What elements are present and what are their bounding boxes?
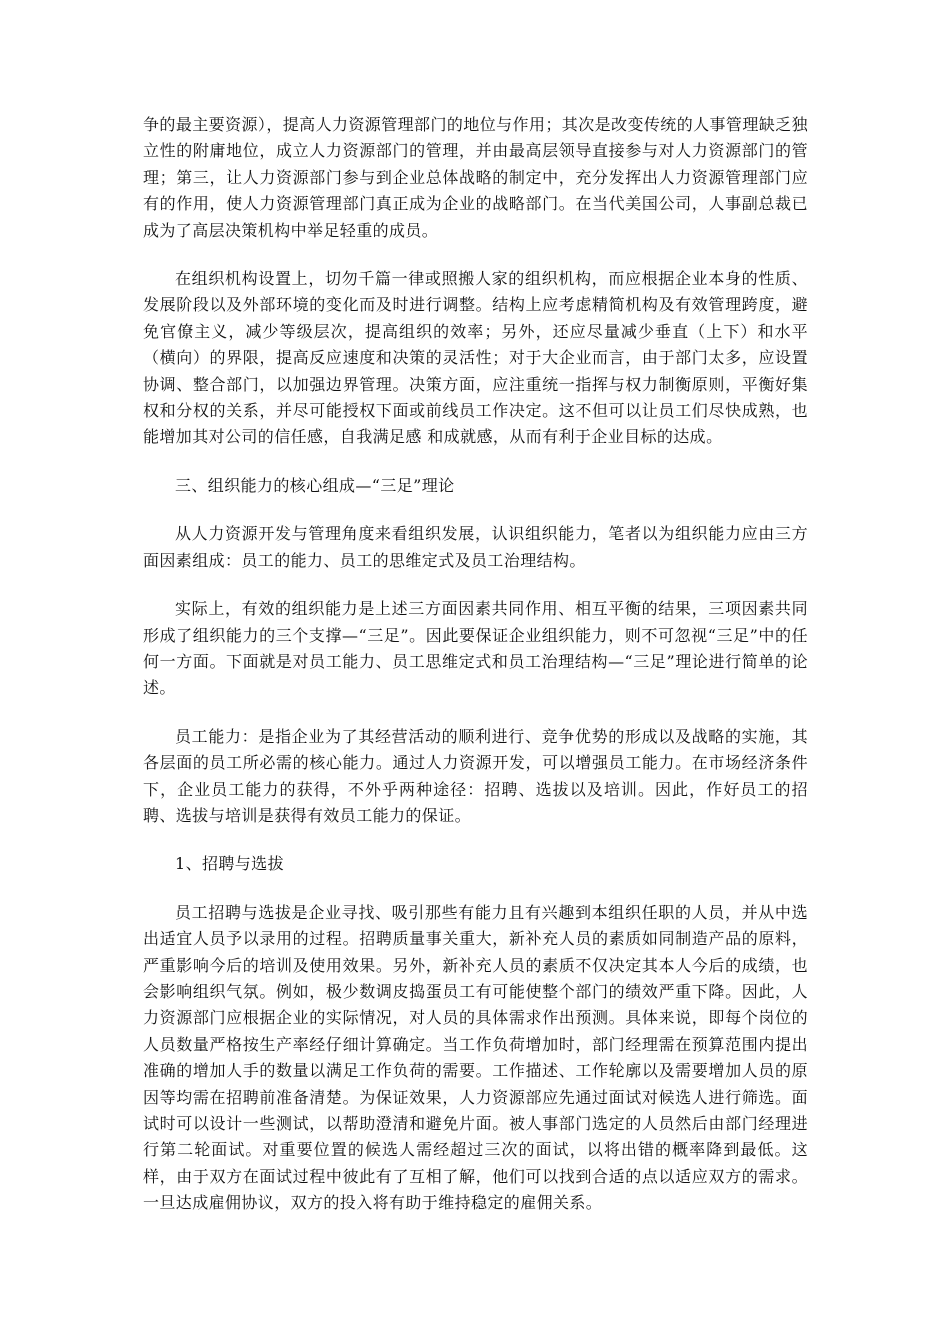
paragraph-organization-structure: 在组织机构设置上，切勿千篇一律或照搬人家的组织机构，而应根据企业本身的性质、发展阶段以及外部环境的变化而及时进行调整。结构上应考虑精简机构及有效管理跨度，避免官僚主义，减少等级层次，提高组织的效率；另外，还应尽量减少垂直（上下）和水平（横向）的界限，提高反应速度和决策的灵活性；对于大企业而言，由于部门太多，应设置协调、整合部门，以加强边界管理。决策方面，应注重统一指挥与权力制衡原则，平衡好集权和分权的关系，并尽可能授权下面或前线员工作决定。这不但可以让员工们尽快成熟，也能增加其对公司的信任感，自我满足感 和成就感，从而有利于企业目标的达成。 (143, 269, 808, 447)
subheading-recruitment-selection: 1、招聘与选拔 (175, 854, 284, 874)
paragraph-employee-capability: 员工能力：是指企业为了其经营活动的顺利进行、竞争优势的形成以及战略的实施，其各层面的员工所必需的核心能力。通过人力资源开发，可以增强员工能力。在市场经济条件下，企业员工能力的获得，不外乎两种途径：招聘、选拔以及培训。因此，作好员工的招聘、选拔与培训是获得有效员工能力的保证。 (143, 726, 808, 825)
section-heading-three-legs-theory: 三、组织能力的核心组成—“三足”理论 (175, 475, 455, 495)
paragraph-organizational-capability: 从人力资源开发与管理角度来看组织发展，认识组织能力，笔者以为组织能力应由三方面因素组成：员工的能力、员工的思维定式及员工治理结构。 (143, 524, 808, 570)
document-body (143, 112, 808, 1239)
paragraph-continuation: 争的最主要资源），提高人力资源管理部门的地位与作用；其次是改变传统的人事管理缺乏独立性的附庸地位，成立人力资源部门的管理，并由最高层领导直接参与对人力资源部门的管理；第三，让人力资源部门参与到企业总体战略的制定中，充分发挥出人力资源管理部门应有的作用，使人力资源管理部门真正成为企业的战略部门。在当代美国公司，人事副总裁已成为了高层决策机构中举足轻重的成员。 (143, 115, 808, 240)
paragraph-recruitment-selection: 员工招聘与选拔是企业寻找、吸引那些有能力且有兴趣到本组织任职的人员，并从中选出适宜人员予以录用的过程。招聘质量事关重大，新补充人员的素质如同制造产品的原料，严重影响今后的培训及使用效果。另外，新补充人员的素质不仅决定其本人今后的成绩，也会影响组织气氛。例如，极少数调皮捣蛋员工有可能使整个部门的绩效严重下降。因此，人力资源部门应根据企业的实际情况，对人员的具体需求作出预测。具体来说，即每个岗位的人员数量严格按生产率经仔细计算确定。当工作负荷增加时，部门经理需在预算范围内提出准确的增加人手的数量以满足工作负荷的需要。工作描述、工作轮廓以及需要增加人员的原因等均需在招聘前准备清楚。为保证效果，人力资源部应先通过面试对候选人进行筛选。面试时可以设计一些测试，以帮助澄清和避免片面。被人事部门选定的人员然后由部门经理进行第二轮面试。对重要位置的候选人需经超过三次的面试，以将出错的概率降到最低。这样，由于双方在面试过程中彼此有了互相了解，他们可以找到合适的点以适应双方的需求。一旦达成雇佣协议，双方的投入将有助于维持稳定的雇佣关系。 (143, 902, 808, 1213)
paragraph-three-factors-balance: 实际上，有效的组织能力是上述三方面因素共同作用、相互平衡的结果，三项因素共同形成了组织能力的三个支撑—“三足”。因此要保证企业组织能力，则不可忽视“三足”中的任何一方面。下面就是对员工能力、员工思维定式和员工治理结构—“三足”理论进行简单的论述。 (143, 599, 808, 698)
